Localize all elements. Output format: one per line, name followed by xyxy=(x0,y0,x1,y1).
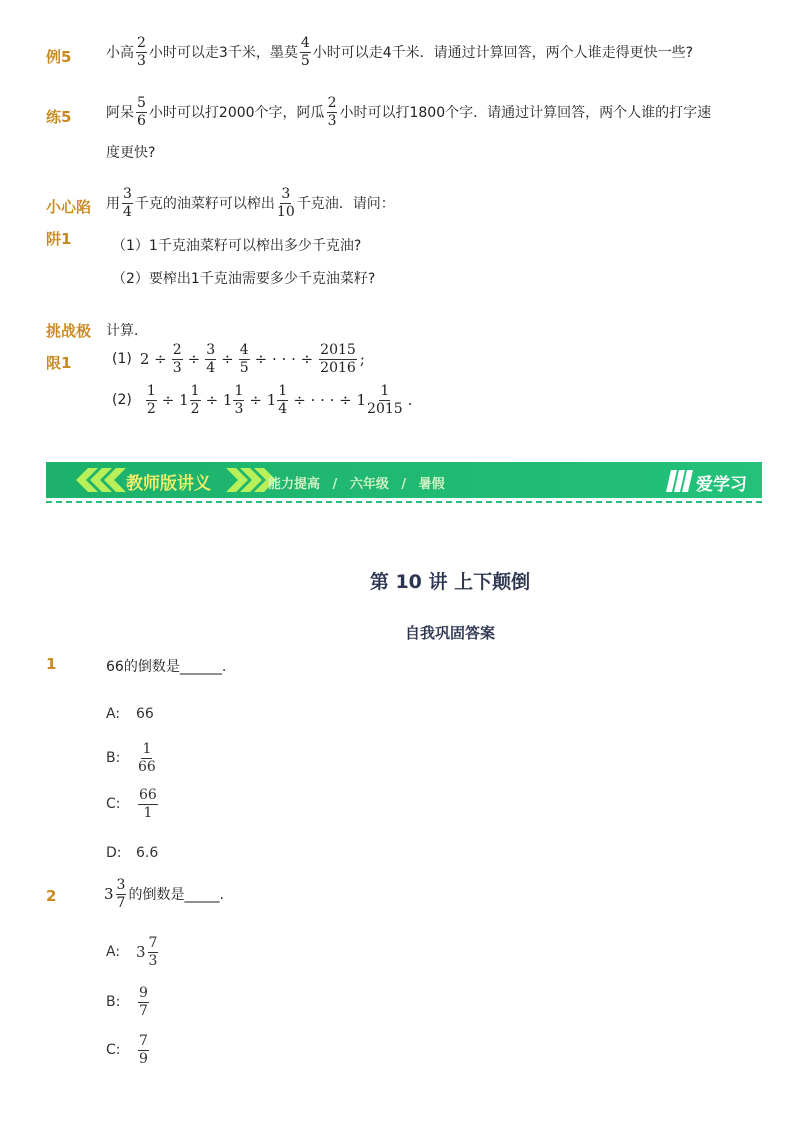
fraction: $\frac{1}{4}$ xyxy=(278,383,288,417)
math-operator: ÷ 1 xyxy=(249,391,277,410)
trap-question-1: （1）1千克油菜籽可以榨出多少千克油? xyxy=(112,238,362,254)
challenge-label-line1: 挑战极 xyxy=(46,322,92,340)
fraction: $\frac{2015}{2016}$ xyxy=(320,342,356,376)
mixed-number-whole: 3 xyxy=(136,943,146,962)
lecture-subtitle: 自我巩固答案 xyxy=(404,624,495,642)
text-segment: 千克的油菜籽可以榨出 xyxy=(134,196,275,213)
fraction: $\frac{4}{5}$ xyxy=(300,35,310,69)
banner-title: 教师版讲义 xyxy=(126,474,211,494)
breadcrumb-item: 暑假 xyxy=(418,477,445,492)
example-5-text xyxy=(106,36,693,68)
challenge-intro: 计算． xyxy=(106,323,148,339)
fraction: $\frac{7}{9}$ xyxy=(139,1033,148,1067)
breadcrumb xyxy=(268,473,445,492)
option-label: A: xyxy=(106,944,121,961)
math-operator: ÷ 1 xyxy=(161,391,189,410)
fraction: $\frac{1}{2015}$ xyxy=(367,383,403,417)
fraction: $\frac{9}{7}$ xyxy=(139,985,148,1019)
question-stem: 66的倒数是______. xyxy=(106,659,227,675)
option-label: B: xyxy=(106,994,121,1011)
challenge-part-2 xyxy=(112,384,412,416)
fraction: $\frac{2}{3}$ xyxy=(172,342,182,376)
fraction: $\frac{4}{5}$ xyxy=(239,342,249,376)
option-value: 66 xyxy=(136,706,154,722)
math-operator: ÷ 1 xyxy=(205,391,233,410)
question-number: 1 xyxy=(46,655,57,673)
trap-question-2: （2）要榨出1千克油需要多少千克油菜籽? xyxy=(112,271,376,287)
trap-label-line1: 小心陷 xyxy=(46,198,92,216)
option-c xyxy=(106,1034,151,1066)
banner-divider xyxy=(46,501,762,503)
math-ellipsis: ÷ · · · ÷ 1 xyxy=(293,391,367,410)
text-segment: 小时可以打2000个字，阿瓜 xyxy=(148,105,325,122)
option-value: 6.6 xyxy=(136,845,159,861)
breadcrumb-separator: / xyxy=(332,477,338,492)
part-number: (1) xyxy=(112,351,132,368)
math-end: . xyxy=(407,391,413,410)
fraction: $\frac{1}{3}$ xyxy=(234,383,244,417)
option-a xyxy=(106,706,154,722)
question-number: 2 xyxy=(46,887,57,905)
text-segment: 阿呆 xyxy=(106,105,134,122)
fraction: $\frac{3}{7}$ xyxy=(116,877,126,911)
header-banner xyxy=(46,462,762,498)
mixed-number-whole: 3 xyxy=(104,885,114,904)
text-segment: 小时可以打1800个字．请通过计算回答，两个人谁的打字速 xyxy=(339,105,712,122)
math-end: ; xyxy=(359,350,365,369)
option-b xyxy=(106,986,151,1018)
challenge-part-1 xyxy=(112,343,365,375)
text-segment: 的倒数是_____. xyxy=(128,887,224,904)
fraction: $\frac{3}{10}$ xyxy=(276,186,295,220)
option-a xyxy=(106,936,160,968)
fraction: $\frac{1}{2}$ xyxy=(146,383,156,417)
option-label: A: xyxy=(106,706,121,722)
question-stem xyxy=(104,878,224,910)
challenge-label-line2: 限1 xyxy=(46,354,72,372)
practice-5-text xyxy=(106,96,711,128)
text-segment: 用 xyxy=(106,196,120,213)
text-segment: 千克油．请问： xyxy=(296,196,395,213)
math-term: 2 ÷ xyxy=(139,350,167,369)
fraction: $\frac{7}{3}$ xyxy=(148,935,158,969)
text-segment: 小时可以走3千米，墨莫 xyxy=(148,45,298,62)
math-operator: ÷ xyxy=(187,350,201,369)
brand-logo-text: 爱学习 xyxy=(696,475,747,495)
option-label: C: xyxy=(106,1042,121,1059)
option-label: D: xyxy=(106,845,122,861)
breadcrumb-item: 能力提高 xyxy=(268,477,321,492)
trap-1-text xyxy=(106,187,395,219)
part-number: (2) xyxy=(112,392,132,409)
fraction: $\frac{3}{4}$ xyxy=(123,186,132,220)
option-label: B: xyxy=(106,750,121,767)
fraction: $\frac{5}{6}$ xyxy=(137,95,146,129)
fraction: $\frac{2}{3}$ xyxy=(327,95,337,129)
math-operator: ÷ xyxy=(221,350,234,369)
option-c xyxy=(106,788,160,820)
fraction: $\frac{3}{4}$ xyxy=(206,342,216,376)
fraction: $\frac{1}{66}$ xyxy=(138,741,156,775)
example-label: 例5 xyxy=(46,48,72,66)
lecture-title: 第 10 讲 上下颠倒 xyxy=(369,571,531,593)
breadcrumb-separator: / xyxy=(401,477,407,492)
practice-label: 练5 xyxy=(46,108,72,126)
fraction: $\frac{1}{2}$ xyxy=(190,383,200,417)
text-segment: 小时可以走4千米．请通过计算回答，两个人谁走得更快一些? xyxy=(312,45,694,62)
fraction: $\frac{66}{1}$ xyxy=(139,787,157,821)
option-d xyxy=(106,845,158,861)
option-b xyxy=(106,742,158,774)
math-ellipsis: ÷ · · · ÷ xyxy=(254,350,314,369)
fraction: $\frac{2}{3}$ xyxy=(137,35,146,69)
text-segment: 小高 xyxy=(106,45,134,62)
practice-5-text-cont: 度更快? xyxy=(106,145,156,161)
option-label: C: xyxy=(106,796,121,813)
trap-label-line2: 阱1 xyxy=(46,230,72,248)
breadcrumb-item: 六年级 xyxy=(349,477,389,492)
